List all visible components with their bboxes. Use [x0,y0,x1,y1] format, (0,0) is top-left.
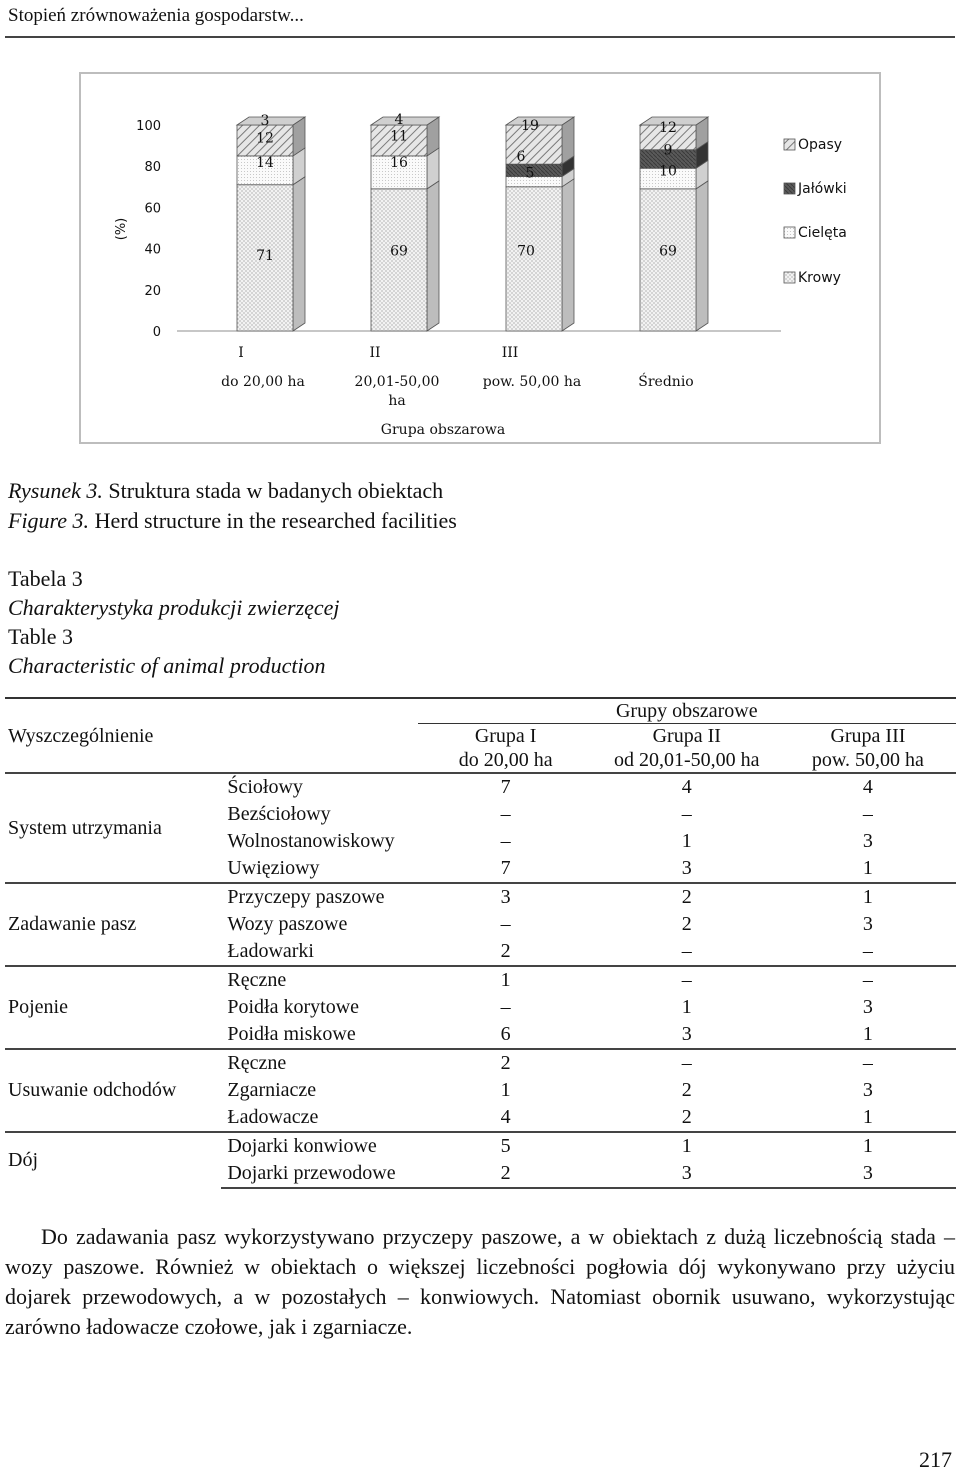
bar-side [696,181,708,331]
table-row [5,883,956,911]
section-label: Zadawanie pasz [5,883,221,966]
segment-label: 10 [659,163,677,180]
segment-label: 6 [516,148,526,165]
bar-side [427,181,439,331]
cell-grupa-1: 7 [500,857,511,879]
cell-grupa-1: 4 [500,1106,511,1128]
legend-swatch [784,139,795,150]
table-row [5,773,956,801]
segment-label: 9 [663,142,673,159]
section-label: Usuwanie odchodów [5,1049,221,1132]
row-label: Dojarki przewodowe [221,1160,417,1188]
header-rule [5,36,955,38]
table-row [5,1049,956,1077]
cell-grupa-2: 1 [594,1132,780,1160]
figure-caption-pl-label: Rysunek 3. [8,478,103,503]
cell-grupa-3: 1 [862,1106,873,1128]
cell-grupa-1: 2 [418,1160,594,1188]
cell-grupa-2: – [681,803,692,825]
table-title-pl-text: Charakterystyka produkcji zwierzęcej [8,595,340,620]
table-title-pl-label: Tabela 3 [8,566,83,591]
cell-grupa-3: – [780,966,956,994]
segment-label: 69 [659,243,677,260]
cell-grupa-3: 3 [780,1160,956,1188]
row-label: Bezściołowy [227,803,331,825]
row-label: Zgarniacze [227,1079,317,1101]
cell-grupa-2: 2 [681,1106,692,1128]
cell-grupa-3: 1 [862,857,873,879]
segment-label: 11 [390,128,408,145]
header-g1: Grupa I [418,724,594,749]
page-number: 217 [919,1447,952,1472]
legend-label: Opasy [798,137,843,153]
x-category-label: Średnio [638,374,694,390]
bar-side [293,177,305,331]
segment-label: 71 [256,247,274,264]
row-label: Ładowacze [227,1106,319,1128]
row-label: Wolnostanowiskowy [227,830,395,852]
figure-caption-pl-text: Struktura stada w badanych obiektach [102,478,444,503]
cell-grupa-3: 1 [780,883,956,911]
segment-label: 19 [521,118,539,135]
cell-grupa-3: 1 [780,1132,956,1160]
x-category-label: II [369,345,381,361]
cell-grupa-2: – [594,966,780,994]
cell-grupa-3: 1 [862,1023,873,1045]
cell-grupa-1: – [500,803,511,825]
segment-label: 69 [390,243,408,260]
x-category-label: III [501,345,519,361]
header-group: Grupy obszarowe [418,698,956,724]
row-label: Ładowarki [227,940,314,962]
cell-grupa-2: 1 [681,830,692,852]
row-label: Ściołowy [221,773,417,801]
x-category-label: 20,01-50,00 [354,374,440,390]
cell-grupa-1: 6 [500,1023,511,1045]
data-table [5,697,956,1189]
legend-swatch [784,272,795,283]
bar-segment [371,189,427,331]
figure-chart [79,72,881,444]
legend-swatch [784,183,795,194]
bar-side [562,179,574,331]
row-label: Ręczne [221,1049,417,1077]
cell-grupa-1: 1 [418,966,594,994]
chart-canvas [81,74,879,442]
y-tick-label: 80 [144,160,161,176]
segment-label: 12 [256,130,274,147]
figure-caption-en [8,506,457,535]
cell-grupa-2: 3 [681,1023,692,1045]
header-g3-sub: pow. 50,00 ha [811,749,924,771]
table-title-en-text: Characteristic of animal production [8,653,326,678]
row-label: Poidła miskowe [227,1023,356,1045]
running-head: Stopień zrównoważenia gospodarstw... [8,5,304,26]
cell-grupa-3: – [862,940,873,962]
cell-grupa-1: 7 [418,773,594,801]
segment-label: 16 [390,155,408,172]
x-category-label: ha [388,393,406,409]
cell-grupa-3: 3 [862,996,873,1018]
y-axis-label: (%) [114,217,129,241]
row-label: Wozy paszowe [227,913,348,935]
figure-caption-pl [8,476,443,505]
x-category-label: I [238,345,244,361]
section-label: System utrzymania [5,773,221,883]
cell-grupa-2: 2 [681,913,692,935]
y-tick-label: 40 [144,242,161,258]
table-row [5,1132,956,1160]
header-g3: Grupa III [780,724,956,749]
bar-top [371,117,439,125]
table-row [5,966,956,994]
body-paragraph [5,1222,955,1342]
cell-grupa-1: 1 [500,1079,511,1101]
cell-grupa-1: 2 [418,1049,594,1077]
cell-grupa-2: – [594,1049,780,1077]
segment-label: 14 [256,155,274,172]
bar-top [237,117,305,125]
table-title-en [8,651,326,680]
cell-grupa-2: 3 [681,857,692,879]
header-g2-sub: od 20,01-50,00 ha [613,749,760,771]
section-label: Pojenie [5,966,221,1049]
y-tick-label: 0 [152,325,161,340]
segment-label: 12 [659,120,677,137]
legend-label: Jałówki [798,181,847,197]
cell-grupa-2: 2 [681,1079,692,1101]
segment-label: 70 [517,243,535,260]
segment-label: 5 [525,165,535,182]
cell-grupa-1: – [500,913,511,935]
y-tick-label: 100 [136,119,161,134]
table-title-pl [8,593,340,622]
x-category-label: pow. 50,00 ha [482,374,582,390]
cell-grupa-2: 4 [594,773,780,801]
row-label: Ręczne [221,966,417,994]
cell-grupa-1: – [500,996,511,1018]
cell-grupa-2: 2 [594,883,780,911]
y-tick-label: 60 [144,201,161,217]
header-g2: Grupa II [594,724,780,749]
x-axis-label: Grupa obszarowa [380,422,506,438]
segment-label: 3 [260,112,270,129]
y-tick-label: 20 [144,283,161,299]
cell-grupa-3: 4 [780,773,956,801]
row-label: Przyczepy paszowe [221,883,417,911]
cell-grupa-3: 3 [862,913,873,935]
figure-caption-en-text: Herd structure in the researched facilities [89,508,457,533]
cell-grupa-1: – [500,830,511,852]
cell-grupa-2: – [681,940,692,962]
cell-grupa-1: 5 [418,1132,594,1160]
row-label: Poidła korytowe [227,996,360,1018]
figure-caption-en-label: Figure 3. [8,508,90,533]
cell-grupa-2: 1 [681,996,692,1018]
cell-grupa-3: 3 [862,830,873,852]
x-category-label: do 20,00 ha [221,374,305,390]
legend-swatch [784,227,795,238]
row-label: Uwięziowy [227,857,320,879]
legend-label: Cielęta [798,225,847,241]
section-label: Dój [5,1132,221,1188]
cell-grupa-3: – [780,1049,956,1077]
header-col0: Wyszczególnienie [8,724,154,747]
header-g1-sub: do 20,00 ha [458,749,553,771]
legend-label: Krowy [798,270,841,286]
bar-top [506,117,574,125]
table-title-en-label: Table 3 [8,624,74,649]
cell-grupa-3: 3 [862,1079,873,1101]
segment-label: 4 [394,111,404,128]
bar-segment [640,189,696,331]
cell-grupa-1: 2 [500,940,511,962]
cell-grupa-3: – [862,803,873,825]
cell-grupa-2: 3 [594,1160,780,1188]
body-paragraph-text: Do zadawania pasz wykorzystywano przyczepy paszowe, a w obiektach z dużą liczebnością stada – wozy paszowe. Również w obiektach o większej liczebności pogłowia dój wykonywano przy użyciu dojarek przewodowych, a w pozostałych – konwiowych. Natomiast obornik usuwano, wykorzystując zarówno ładowacze czołowe, jak i zgarniacze. [5,1224,955,1339]
cell-grupa-1: 3 [418,883,594,911]
row-label: Dojarki konwiowe [221,1132,417,1160]
